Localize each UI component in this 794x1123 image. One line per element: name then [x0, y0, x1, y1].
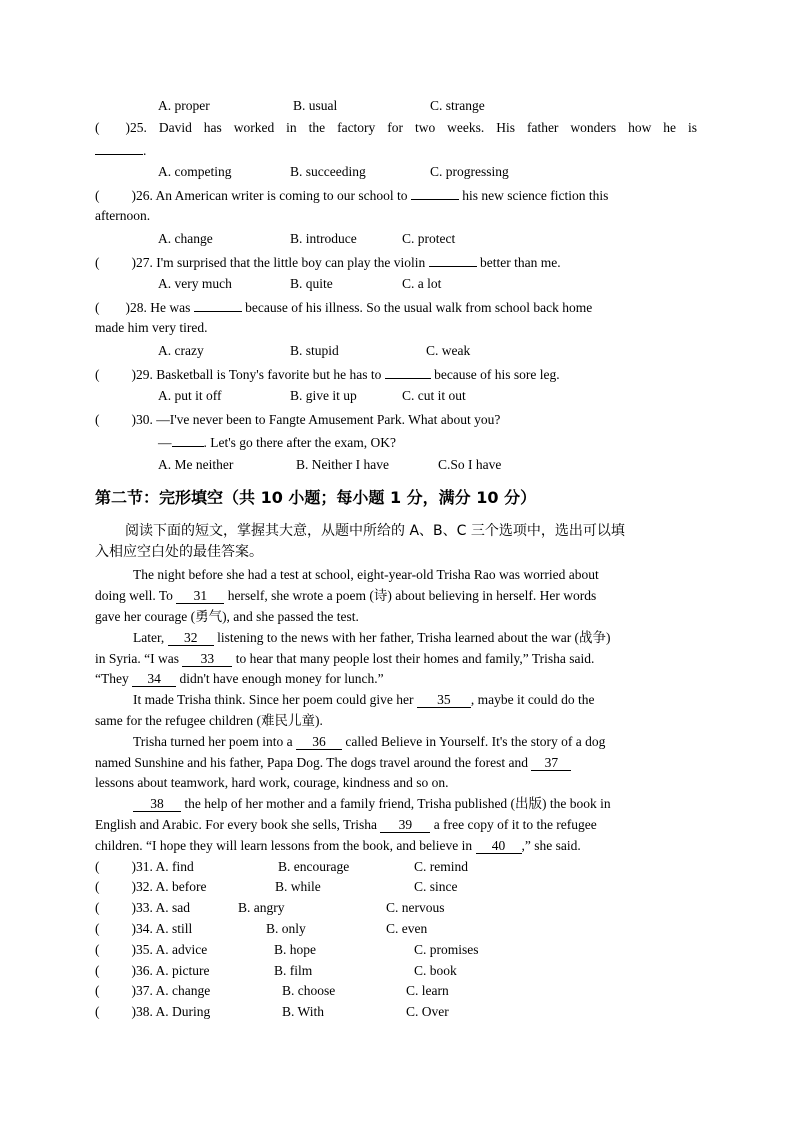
question-28-text: )28. He was [125, 300, 191, 315]
text: English and Arabic. For every book she sells, Trisha [95, 817, 377, 832]
passage-p4-line2 [95, 754, 697, 772]
question-29-text: )29. Basketball is Tony's favorite but he has to [131, 367, 382, 382]
text: “They [95, 671, 129, 686]
question-30-line [95, 411, 697, 429]
option-a: )32. A. before [131, 879, 207, 894]
q29-option-b: B. give it up [290, 388, 357, 403]
cloze-34-option-b: B. only [266, 921, 306, 936]
cloze-question-31 [95, 858, 194, 876]
period: . [143, 143, 147, 158]
paren-open: ( [95, 983, 100, 998]
text: called Believe in Yourself. It's the story of a dog [345, 734, 606, 749]
answer-blank [411, 186, 459, 200]
q25-option-b: B. succeeding [290, 164, 366, 179]
text: Later, [133, 630, 165, 645]
q24-option-a: A. proper [158, 98, 210, 113]
passage-p5-line3 [95, 837, 697, 855]
cloze-36-option-b: B. film [274, 963, 313, 978]
passage-p2-line3 [95, 670, 697, 688]
passage-p3-line2: same for the refugee children (难民儿童). [95, 713, 323, 728]
paren-open: ( [95, 1004, 100, 1019]
q30-option-b: B. Neither I have [296, 457, 389, 472]
question-30-text: )30. —I've never been to Fangte Amusement Park. What about you? [131, 412, 501, 427]
question-25-line-2 [95, 141, 697, 159]
cloze-35-option-c: C. promises [414, 942, 479, 957]
passage-p1-line3: gave her courage (勇气), and she passed the test. [95, 609, 359, 624]
question-26-text-2: his new science fiction this [462, 188, 609, 203]
cloze-38-option-b: B. With [282, 1004, 324, 1019]
passage-p4-line3: lessons about teamwork, hard work, courage, kindness and so on. [95, 775, 449, 790]
answer-blank [385, 365, 431, 379]
instruction-line-2: 入相应空白处的最佳答案。 [95, 544, 263, 560]
passage-p4-line1 [133, 733, 697, 751]
cloze-37-option-b: B. choose [282, 983, 336, 998]
q29-option-a: A. put it off [158, 388, 222, 403]
q26-option-b: B. introduce [290, 231, 357, 246]
instruction-line-1: 阅读下面的短文，掌握其大意，从题中所给的 A、B、C 三个选项中，选出可以填 [125, 523, 625, 539]
paren-open: ( [95, 188, 100, 203]
text: children. “I hope they will learn lessons from the book, and believe in [95, 838, 473, 853]
dash: — [158, 435, 172, 450]
cloze-38-option-c: C. Over [406, 1004, 449, 1019]
answer-blank [95, 141, 143, 155]
q28-option-b: B. stupid [290, 343, 339, 358]
cloze-question-32 [95, 878, 206, 896]
blank-40: 40 [476, 838, 522, 854]
section-heading: 第二节：完形填空（共 10 小题；每小题 1 分，满分 10 分） [95, 488, 537, 507]
q30-option-c: C.So I have [438, 457, 502, 472]
passage-p5-line2 [95, 816, 697, 834]
question-29-line [95, 365, 697, 383]
paren-open: ( [95, 120, 100, 135]
question-26-line-2: afternoon. [95, 208, 151, 223]
q24-option-b: B. usual [293, 98, 338, 113]
passage-p1-line1: The night before she had a test at school, eight-year-old Trisha Rao was worried about [133, 567, 599, 582]
passage-p1-line2 [95, 587, 697, 605]
blank-34: 34 [132, 671, 176, 687]
paren-open: ( [95, 942, 100, 957]
question-28-text-2: because of his illness. So the usual walk from school back home [245, 300, 593, 315]
option-a: )36. A. picture [131, 963, 210, 978]
answer-blank [172, 433, 204, 447]
passage-p3-line1 [133, 691, 697, 709]
question-28-line [95, 298, 697, 316]
q27-option-c: C. a lot [402, 276, 442, 291]
cloze-31-option-b: B. encourage [278, 859, 350, 874]
text: It made Trisha think. Since her poem could give her [133, 692, 414, 707]
question-28-line-2: made him very tired. [95, 320, 208, 335]
cloze-question-34 [95, 920, 192, 938]
text: a free copy of it to the refugee [433, 817, 597, 832]
question-26-line [95, 186, 697, 204]
cloze-37-option-c: C. learn [406, 983, 449, 998]
question-26-text: )26. An American writer is coming to our school to [131, 188, 408, 203]
q27-option-b: B. quite [290, 276, 333, 291]
q26-option-c: C. protect [402, 231, 456, 246]
q27-option-a: A. very much [158, 276, 232, 291]
cloze-question-35 [95, 941, 207, 959]
q25-option-a: A. competing [158, 164, 232, 179]
q28-option-a: A. crazy [158, 343, 204, 358]
cloze-32-option-c: C. since [414, 879, 458, 894]
text: didn't have enough money for lunch.” [179, 671, 384, 686]
option-a: )35. A. advice [131, 942, 208, 957]
passage-p2-line2 [95, 650, 697, 668]
question-25-text: )25. David has worked in the factory for two weeks. His father wonders how he is [125, 120, 697, 135]
cloze-36-option-c: C. book [414, 963, 457, 978]
blank-31: 31 [176, 588, 224, 604]
text: ,” she said. [521, 838, 581, 853]
paren-open: ( [95, 921, 100, 936]
cloze-question-36 [95, 962, 209, 980]
text: , maybe it could do the [470, 692, 595, 707]
answer-blank [194, 298, 242, 312]
cloze-question-37 [95, 982, 210, 1000]
paren-open: ( [95, 300, 100, 315]
option-a: )34. A. still [131, 921, 193, 936]
q24-option-c: C. strange [430, 98, 485, 113]
text: herself, she wrote a poem (诗) about believing in herself. Her words [227, 588, 597, 603]
blank-33: 33 [182, 651, 232, 667]
text: the help of her mother and a family friend, Trisha published (出版) the book in [184, 796, 611, 811]
option-a: )31. A. find [131, 859, 194, 874]
question-27-line [95, 253, 697, 271]
paren-open: ( [95, 859, 100, 874]
cloze-33-option-b: B. angry [238, 900, 285, 915]
text: listening to the news with her father, Trisha learned about the war (战争) [217, 630, 611, 645]
cloze-35-option-b: B. hope [274, 942, 316, 957]
text: doing well. To [95, 588, 173, 603]
paren-open: ( [95, 900, 100, 915]
blank-36: 36 [296, 734, 342, 750]
cloze-34-option-c: C. even [386, 921, 428, 936]
question-27-text-2: better than me. [480, 255, 561, 270]
text: in Syria. “I was [95, 651, 179, 666]
blank-38: 38 [133, 796, 181, 812]
blank-39: 39 [380, 817, 430, 833]
option-a: )37. A. change [131, 983, 211, 998]
paren-open: ( [95, 412, 100, 427]
paren-open: ( [95, 879, 100, 894]
paren-open: ( [95, 963, 100, 978]
blank-35: 35 [417, 692, 471, 708]
option-a: )38. A. During [131, 1004, 211, 1019]
q28-option-c: C. weak [426, 343, 471, 358]
paren-open: ( [95, 367, 100, 382]
q26-option-a: A. change [158, 231, 213, 246]
blank-37: 37 [531, 755, 571, 771]
text: Trisha turned her poem into a [133, 734, 293, 749]
text: named Sunshine and his father, Papa Dog. The dogs travel around the forest and [95, 755, 528, 770]
passage-p2-line1 [133, 629, 697, 647]
passage-p5-line1 [133, 795, 697, 813]
option-a: )33. A. sad [131, 900, 190, 915]
question-30-text-2: . Let's go there after the exam, OK? [203, 435, 396, 450]
question-25-line [95, 119, 697, 137]
cloze-32-option-b: B. while [275, 879, 321, 894]
blank-32: 32 [168, 630, 214, 646]
q25-option-c: C. progressing [430, 164, 509, 179]
question-30-line-2 [158, 433, 396, 452]
question-27-text: )27. I'm surprised that the little boy can play the violin [131, 255, 426, 270]
q30-option-a: A. Me neither [158, 457, 234, 472]
answer-blank [429, 253, 477, 267]
cloze-31-option-c: C. remind [414, 859, 468, 874]
cloze-33-option-c: C. nervous [386, 900, 445, 915]
q29-option-c: C. cut it out [402, 388, 466, 403]
text: to hear that many people lost their homes and family,” Trisha said. [235, 651, 595, 666]
cloze-question-38 [95, 1003, 210, 1021]
question-29-text-2: because of his sore leg. [434, 367, 560, 382]
cloze-question-33 [95, 899, 190, 917]
paren-open: ( [95, 255, 100, 270]
